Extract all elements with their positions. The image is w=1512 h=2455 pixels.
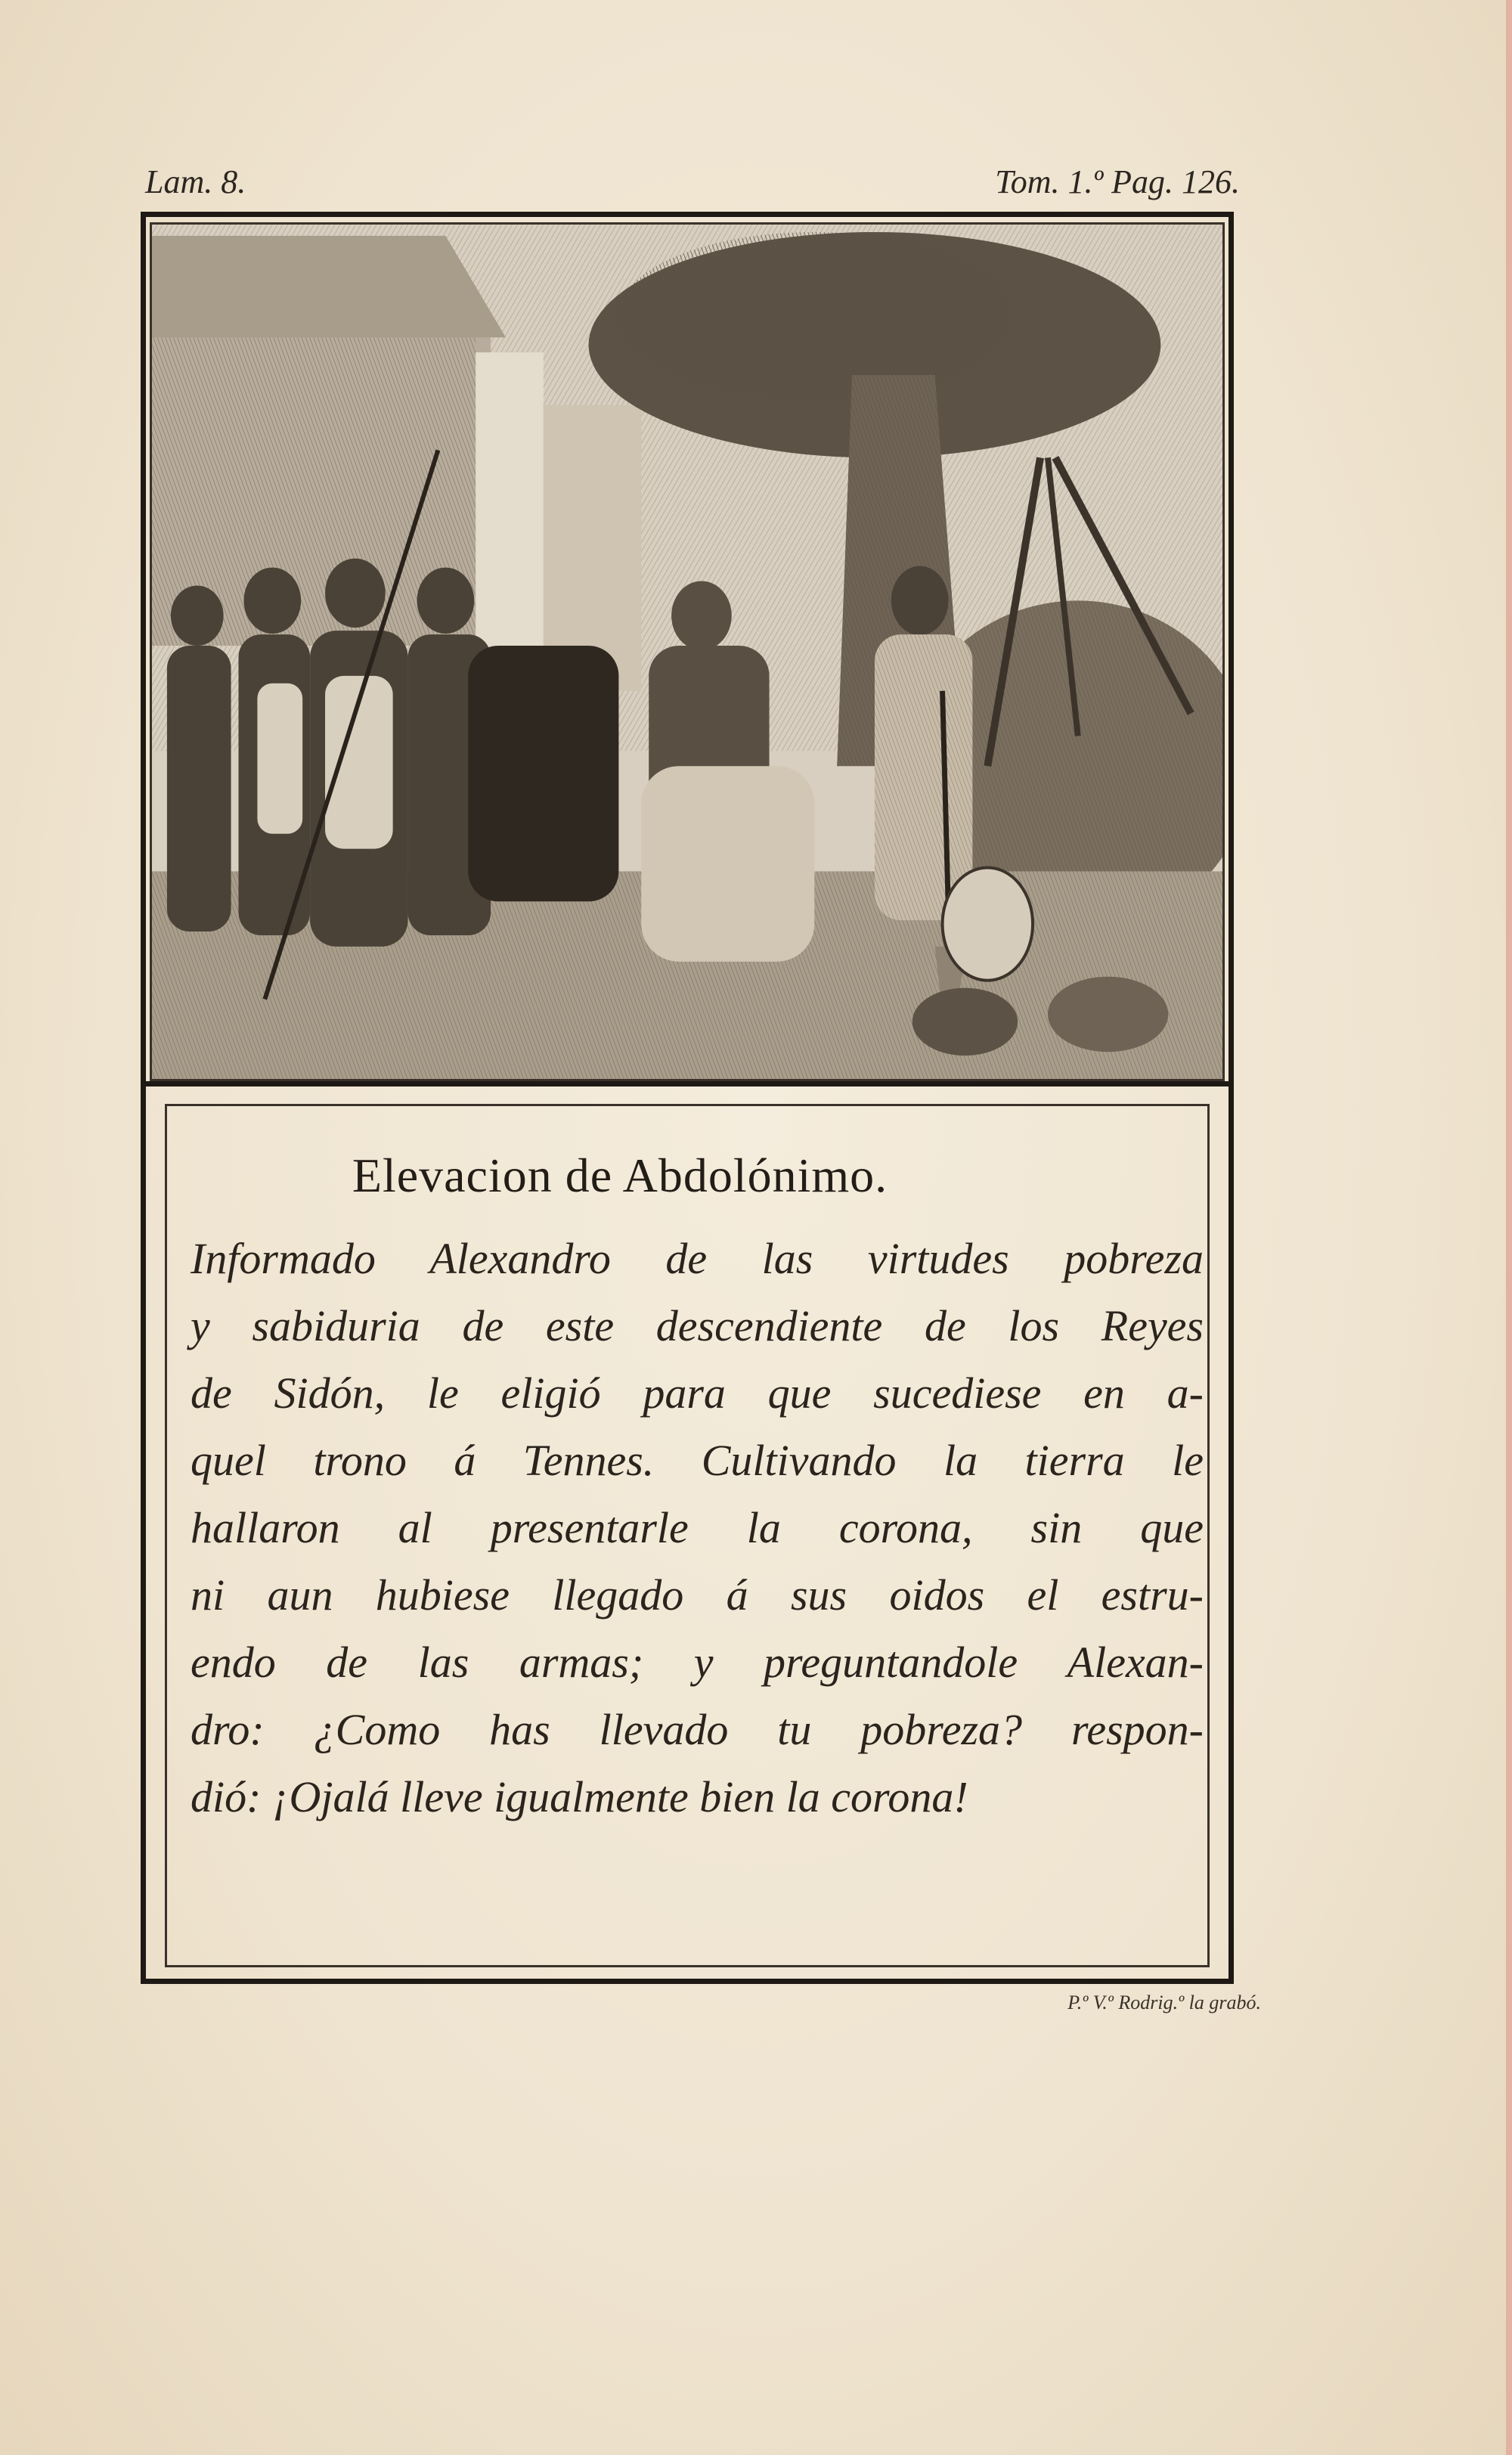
caption-line: Informado Alexandro de las virtudes pobreza [191, 1234, 1204, 1283]
engraving-illustration [150, 222, 1225, 1081]
caption-line: de Sidón, le eligió para que sucediese en a- [191, 1369, 1204, 1418]
frame-divider [141, 1081, 1234, 1086]
plate-label: Lam. 8. [145, 163, 246, 200]
caption-title: Elevacion de Abdolónimo. [352, 1148, 888, 1202]
volume-page-label: Tom. 1.º Pag. 126. [995, 163, 1240, 200]
paper-edge [1506, 0, 1512, 2455]
caption-line: quel trono á Tennes. Cultivando la tierra le [191, 1436, 1204, 1485]
caption-line: y sabiduria de este descendiente de los Reyes [191, 1301, 1204, 1350]
caption-line: ni aun hubiese llegado á sus oidos el estru- [191, 1570, 1204, 1620]
caption-line: dió: ¡Ojalá lleve igualmente bien la corona! [191, 1772, 968, 1821]
caption-body [191, 1225, 1204, 1830]
caption-line: endo de las armas; y preguntandole Alexan- [191, 1638, 1204, 1687]
caption-line: hallaron al presentarle la corona, sin que [191, 1503, 1204, 1552]
engraving-illustration-icon [152, 225, 1222, 1079]
caption-line: dro: ¿Como has llevado tu pobreza? respon- [191, 1705, 1204, 1754]
engraver-credit: P.º V.º Rodrig.º la grabó. [1067, 1992, 1261, 2013]
